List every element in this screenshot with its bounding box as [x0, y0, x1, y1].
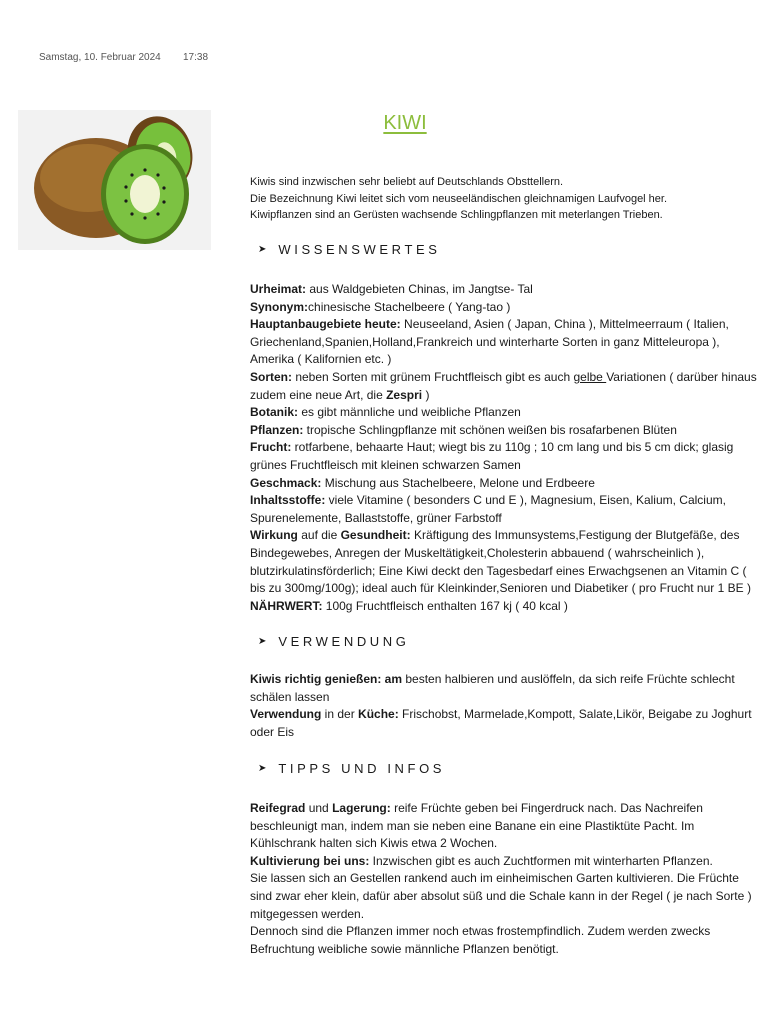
fact-geschmack: Geschmack: Mischung aus Stachelbeere, Melone und Erdbeere — [250, 475, 595, 490]
paragraph: Dennoch sind die Pflanzen immer noch etwas frostempfindlich. Zudem werden zwecks Befruchtung weibliche sowie männliche Pflanzen benötigt. — [250, 924, 711, 956]
section-body-tipps — [250, 800, 762, 958]
fact-inhaltsstoffe: Inhaltsstoffe: viele Vitamine ( besonders C und E ), Magnesium, Eisen, Kalium, Calcium, Spurenelemente, Ballaststoffe, grüner Farbstoff — [250, 493, 726, 525]
intro-line: Kiwipflanzen sind an Gerüsten wachsende Schlingpflanzen mit meterlangen Trieben. — [250, 209, 663, 221]
note-date: Samstag, 10. Februar 2024 — [39, 52, 161, 63]
intro-line: Die Bezeichnung Kiwi leitet sich vom neuseeländischen gleichnamigen Laufvogel her. — [250, 192, 668, 205]
fact-sorten: Sorten: neben Sorten mit grünem Fruchtfleisch gibt es auch gelbe Variationen ( darüber hinaus zudem eine neue Art, die Zespri ) — [250, 369, 757, 402]
section-heading-wissenswertes — [258, 242, 441, 257]
arrowhead-bullet-icon: ➤ — [258, 244, 267, 255]
section-heading-verwendung — [258, 634, 410, 649]
fact-wirkung: Wirkung auf die Gesundheit: Kräftigung des Immunsystems,Festigung der Blutgefäße, des Bindegewebes, Anregen der Muskeltätigkeit,Cholesterin abbauend ( wahrscheinlich ), blutzirkulatinsförderlich; Eine Kiwi deckt den Tagesbedarf eines Erwachgsenen an Vitamin C ( bis zu 300mg/100g); ideal auch für Kleinkinder,Senioren und Diabetiker ( pro Frucht nur 1 BE ) — [250, 528, 751, 596]
kiwi-fruit-image — [18, 110, 211, 250]
section-body-wissenswertes — [250, 281, 762, 615]
paragraph: Sie lassen sich an Gestellen rankend auch im einheimischen Garten kultivieren. Die Früchte sind zwar eher klein, dafür aber absolut süß und die Schale kann in der Regel ( je nach Sorte ) mitgegessen werden. — [250, 871, 752, 921]
fact-urheimat: Urheimat: aus Waldgebieten Chinas, im Jangtse- Tal — [250, 282, 533, 296]
fact-verwendung-kueche: Verwendung in der Küche: Frischobst, Marmelade,Kompott, Salate,Likör, Beigabe zu Joghurt oder Eis — [250, 707, 752, 739]
fact-botanik: Botanik: es gibt männliche und weibliche Pflanzen — [250, 405, 521, 420]
section-heading-label: WISSENSWERTES — [278, 242, 441, 257]
section-heading-tipps — [258, 761, 445, 776]
fact-kultivierung: Kultivierung bei uns: Inzwischen gibt es auch Zuchtformen mit winterharten Pflanzen. — [250, 853, 713, 868]
fact-pflanzen: Pflanzen: tropische Schlingpflanze mit schönen weißen bis rosafarbenen Blüten — [250, 422, 677, 437]
fact-hauptanbaugebiete: Hauptanbaugebiete heute: Neuseeland, Asien ( Japan, China ), Mittelmeerraum ( Italien, Griechenland,Spanien,Holland,Frankreich und winterharte Sorten in ganz Mitteleuropa ), Amerika ( Kalifornien etc. ) — [250, 317, 729, 367]
fact-frucht: Frucht: rotfarbene, behaarte Haut; wiegt bis zu 110g ; 10 cm lang und bis 5 cm dick; glasig grünes Fruchtfleisch mit kleinen schwarzen Samen — [250, 440, 734, 472]
fact-naehrwert: NÄHRWERT: 100g Fruchtfleisch enthalten 167 kj ( 40 kcal ) — [250, 598, 568, 613]
intro-text — [250, 174, 750, 224]
arrowhead-bullet-icon: ➤ — [258, 763, 267, 774]
section-heading-label: TIPPS UND INFOS — [278, 761, 446, 776]
section-heading-label: VERWENDUNG — [278, 634, 410, 649]
note-time: 17:38 — [183, 52, 209, 63]
arrowhead-bullet-icon: ➤ — [258, 636, 267, 647]
fact-geniessen: Kiwis richtig genießen: am besten halbieren und auslöffeln, da sich reife Früchte schlecht schälen lassen — [250, 672, 735, 704]
page-title: KIWI — [383, 112, 427, 134]
fact-synonym: Synonym:chinesische Stachelbeere ( Yang-tao ) — [250, 299, 511, 314]
section-body-verwendung — [250, 671, 762, 741]
intro-line: Kiwis sind inzwischen sehr beliebt auf Deutschlands Obsttellern. — [250, 176, 564, 188]
fact-reifegrad: Reifegrad und Lagerung: reife Früchte geben bei Fingerdruck nach. Das Nachreifen beschleunigt man, indem man sie neben eine Banane ein eine Plastiktüte Pacht. Im Kühlschrank halten sich Kiwis etwa 2 Wochen. — [250, 801, 703, 851]
